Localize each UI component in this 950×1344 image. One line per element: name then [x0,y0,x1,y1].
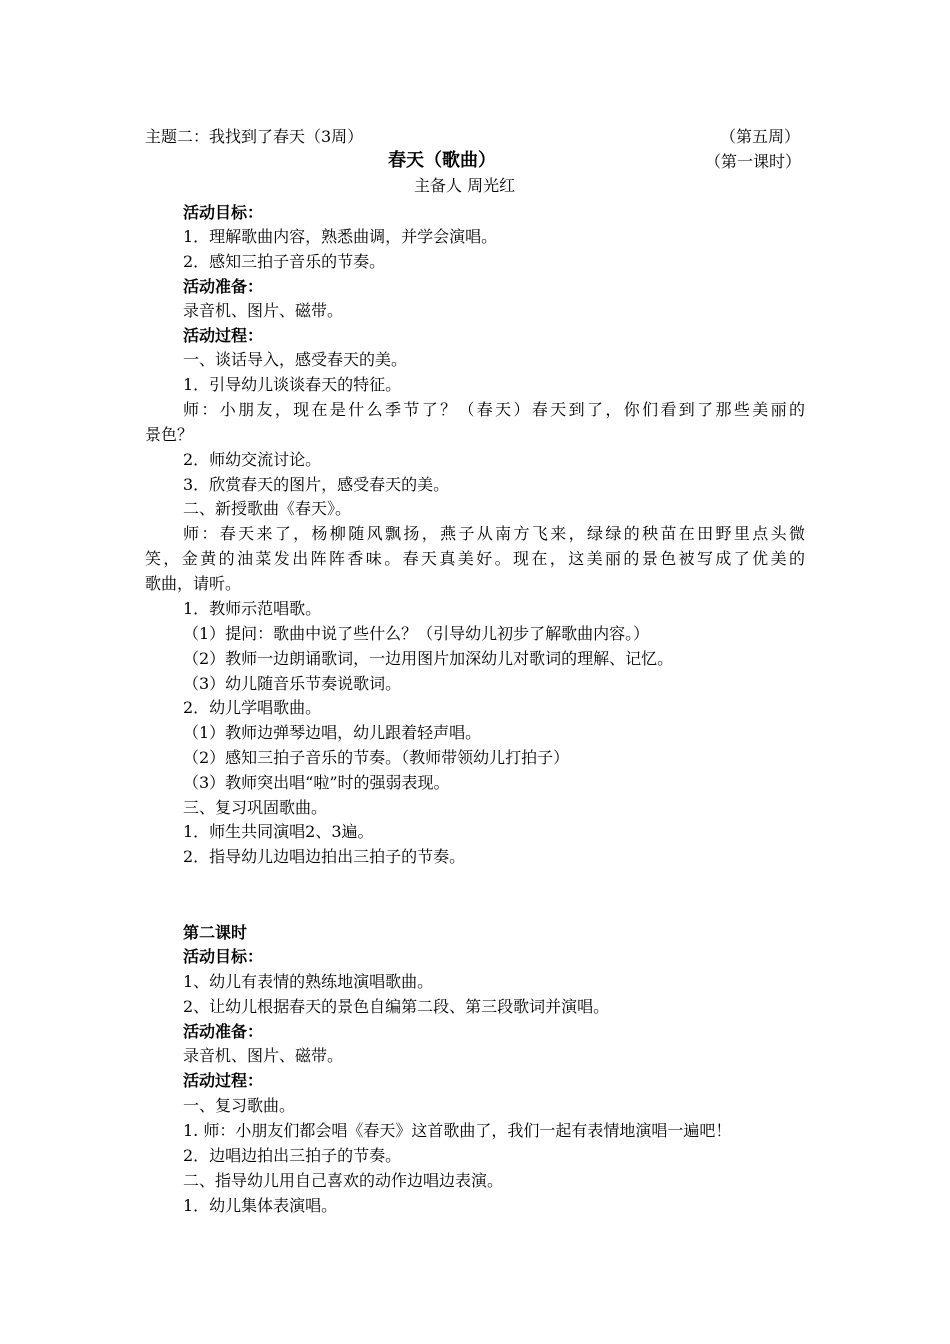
process-line: 1. 师：小朋友们都会唱《春天》这首歌曲了，我们一起有表情地演唱一遍吧！ [183,1121,732,1140]
process-line: 一、复习歌曲。 [183,1096,296,1115]
process-line: 二、新授歌曲《春天》。 [183,499,352,518]
process-line: 1．幼儿集体表演唱。 [183,1196,338,1215]
goal-item: 2、让幼儿根据春天的景色自编第二段、第三段歌词并演唱。 [183,997,610,1016]
lesson2-heading: 第二课时 [183,923,248,942]
week-label: （第五周） [720,127,801,146]
preparer: 主备人 周光红 [414,176,516,195]
process-line: （3）幼儿随音乐节奏说歌词。 [183,674,402,693]
process-line: 3．欣赏春天的图片，感受春天的美。 [183,475,450,494]
prep-text: 录音机、图片、磁带。 [183,301,344,320]
process-line: （2）感知三拍子音乐的节奏。（教师带领幼儿打拍子） [183,748,570,767]
process-line: 1．师生共同演唱2、3遍。 [183,822,374,841]
process-line: 一、谈话导入，感受春天的美。 [183,350,408,369]
prep-text: 录音机、图片、磁带。 [183,1046,344,1065]
goal-item: 1．理解歌曲内容，熟悉曲调，并学会演唱。 [183,227,498,246]
process-line: （1）提问：歌曲中说了些什么？（引导幼儿初步了解歌曲内容。） [183,624,650,643]
prep-heading: 活动准备： [183,277,264,296]
process-line: 1．教师示范唱歌。 [183,599,322,618]
lesson-label: （第一课时） [705,152,802,171]
process-heading: 活动过程： [183,1071,264,1090]
process-line: 1．引导幼儿谈谈春天的特征。 [183,375,402,394]
goal-heading: 活动目标： [183,947,264,966]
goal-item: 2．感知三拍子音乐的节奏。 [183,252,386,271]
process-line: 笑，金黄的油菜发出阵阵香味。春天真美好。现在，这美丽的景色被写成了优美的 [145,549,805,568]
process-line: 二、指导幼儿用自己喜欢的动作边唱边表演。 [183,1171,504,1190]
process-line: 2．师幼交流讨论。 [183,450,322,469]
process-heading: 活动过程： [183,326,264,345]
goal-item: 1、幼儿有表情的熟练地演唱歌曲。 [183,972,434,991]
prep-heading: 活动准备： [183,1022,264,1041]
process-line: 三、复习巩固歌曲。 [183,798,328,817]
process-line: 2．幼儿学唱歌曲。 [183,698,322,717]
process-line: （2）教师一边朗诵歌词，一边用图片加深幼儿对歌词的理解、记忆。 [183,649,674,668]
process-line: 歌曲，请听。 [145,574,242,593]
process-line: 景色？ [145,425,194,444]
process-line: （3）教师突出唱“啦”时的强弱表现。 [183,773,450,792]
process-line: 师：小朋友，现在是什么季节了？（春天）春天到了，你们看到了那些美丽的 [183,400,805,419]
process-line: 2．边唱边拍出三拍子的节奏。 [183,1146,402,1165]
process-line: 师：春天来了，杨柳随风飘扬，燕子从南方飞来，绿绿的秧苗在田野里点头微 [183,524,805,543]
page-title: 春天（歌曲） [388,150,496,171]
process-line: 2．指导幼儿边唱边拍出三拍子的节奏。 [183,847,466,866]
theme-line: 主题二：我找到了春天（3周） [145,127,364,146]
goal-heading: 活动目标： [183,203,264,222]
process-line: （1）教师边弹琴边唱，幼儿跟着轻声唱。 [183,723,482,742]
